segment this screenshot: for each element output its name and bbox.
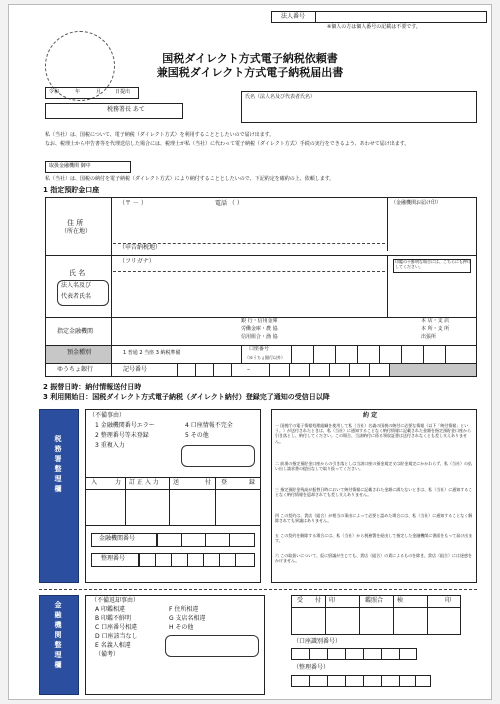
address-label-1: 住 所 <box>67 219 84 227</box>
stamp-header-receipt-1: 受 <box>297 597 304 604</box>
tax-reason-5[interactable]: 5 その他 <box>185 432 209 439</box>
form-title-line1: 国税ダイレクト方式電子納税依頼書 <box>162 52 338 65</box>
tax-reasons-title: （不備事由） <box>89 412 126 419</box>
section-divider <box>39 589 477 590</box>
agreement-item-6: 六 この取扱いについて、仮に紛議が生じても、貴店（組合）の責によるものを除き、貴店（組合）には迷惑をかけません。 <box>275 553 472 564</box>
grid-header-send-1: 送 <box>173 479 180 486</box>
bank-number-cells[interactable] <box>157 533 255 547</box>
tax-reason-4[interactable]: 4 口座情報不完全 <box>185 422 233 429</box>
yucho-dash: – <box>247 366 250 373</box>
bank-reason-c[interactable]: C 口座番号相違 <box>95 624 138 631</box>
bank-reasons-title: （不備返却事由） <box>91 597 140 604</box>
agreement-item-4: 四 この契約は、貴店（組合）が相当の事由によって必要と認めた場合には、私（当社）に通知することなく解除されても異議はありません。 <box>275 513 473 524</box>
agreement-item-5: 五 この契約を解除する場合には、私（当社）から税務署を経由して指定した金融機関に書面をもって届け出ます。 <box>275 533 473 544</box>
stamp-header-stamp: 印 <box>445 597 452 604</box>
grid-header-send-2: 付 <box>205 479 212 486</box>
bank-reason-h[interactable]: H その他 <box>169 624 194 631</box>
bank-types-2: 労働金庫・農 協 <box>241 326 278 332</box>
tax-office-side-label: 税務署整理欄 <box>54 435 62 495</box>
postal-code-field[interactable]: （〒 － ） <box>119 200 147 207</box>
applicant-name-label: 氏名（法人名及び代表者氏名） <box>245 94 316 100</box>
bank-reason-g[interactable]: G 支店名相違 <box>169 615 206 622</box>
address-label-2: （所在地） <box>61 228 92 235</box>
bank-side-label: 金融機関整理欄 <box>54 601 62 671</box>
stamp-header-seal: 印 <box>329 597 336 604</box>
name-label-2: 法人名及び <box>61 282 92 289</box>
seal-note: 印鑑の不鮮明な場合には、こちらにも押印してください。 <box>395 259 471 269</box>
branch-types-2: 本 所・支 所 <box>421 326 450 332</box>
phone-field[interactable]: 電話 （ ） <box>215 200 243 207</box>
declared-place-field[interactable]: （申告納税地） <box>119 244 162 251</box>
intro-line1: 私（当社）は、国税について、電子納税（ダイレクト方式）を利用することとしたいので届け出ます。 <box>45 132 275 138</box>
grid-header-correction: 訂 正 入 力 <box>129 479 159 486</box>
bank-request-text: 私（当社）は、国税の納付を電子納税（ダイレクト方式）により納付することとしたいので、下記約定を確約の上、依頼します。 <box>45 176 335 182</box>
bank-addressee: 取扱金融機関 御中 <box>49 163 91 169</box>
agreement-item-3: 三 指定預貯金残高が振替日時において納付情報に記載された金額に満たないときは、私（当社）に通知することなく納付情報を返却されても差し支えありません。 <box>275 487 473 498</box>
agreement-title: 約 定 <box>363 412 378 419</box>
name-label-3: 代表者氏名 <box>61 293 92 300</box>
agreement-item-1: 一 国税庁の電子情報処理組織を使用して私（当社）名義の国税の納付に必要な情報（以下「納付情報」という。）が送付されたときは、私（当社）に通知することなく納付情報に記載された金額を指定預貯金口座から引き落とし、納付してください。この場合、当該納付に係る領収証書は送付されなくとも差し支えありません。 <box>275 423 471 444</box>
bank-other-bracket <box>165 635 259 657</box>
tax-reason-2[interactable]: 2 整理番号等未登録 <box>95 432 149 439</box>
stamp-header-receipt-2: 付 <box>315 597 322 604</box>
bank-types-3: 信用組合・漁 協 <box>241 334 278 340</box>
name-label-1: 氏 名 <box>69 269 86 277</box>
branch-types-1: 本 店・支 店 <box>421 318 450 324</box>
bank-stamp-label: （金融機関お届け印） <box>391 200 442 206</box>
bank-label: 指定金融機関 <box>57 328 94 335</box>
bank-reason-f[interactable]: F 住所相違 <box>169 606 199 613</box>
grid-header-input-1: 入 <box>91 479 98 486</box>
grid-header-input-2: 力 <box>115 479 122 486</box>
yucho-code-label: 記号番号 <box>123 366 148 373</box>
furigana-field[interactable]: （フリガナ） <box>119 258 155 265</box>
account-number-label: 口座番号 <box>249 346 270 352</box>
tax-reason-3[interactable]: 3 重複入力 <box>95 442 125 449</box>
deposit-type-label: 預金種別 <box>67 349 92 356</box>
agreement-item-2: 二 前項の指定預貯金口座からの引き落としは当該口座の預金規定又は貯金規定にかかわらず、私（当社）の払い出し請求書の提出なしで取り扱ってください。 <box>275 461 472 472</box>
section2-heading: 2 振替日時：納付情報送付日時 <box>43 383 142 391</box>
corp-number-note: ※個人の方は個人番号の記載は不要です。 <box>327 24 421 30</box>
bank-reason-d[interactable]: D 口座該当なし <box>95 633 138 640</box>
deposit-type-options[interactable]: 1 普通 2 当座 3 納税準備 <box>123 350 181 356</box>
bank-ref-label: （整理番号） <box>293 664 330 671</box>
bank-reason-b[interactable]: B 印鑑不鮮明 <box>95 615 132 622</box>
account-check-label: （口座識別番号） <box>293 638 342 645</box>
yucho-label: ゆうちょ銀行 <box>57 366 94 373</box>
ref-number-cells[interactable] <box>139 553 255 567</box>
account-number-note: （ゆうちょ銀行以外） <box>245 355 285 360</box>
bank-number-label: 金融機関番号 <box>99 535 136 542</box>
intro-line2: なお、税理士から申告書等を代理送信した場合には、税理士が私（当社）に代わって電子納税（ダイレクト方式）手続の実行をできるよう、あわせて届け出ます。 <box>45 141 410 147</box>
ref-number-label: 整理番号 <box>101 555 126 562</box>
tax-office-suffix: 税務署長 あて <box>107 106 145 113</box>
date-month: 月 <box>96 89 102 95</box>
tax-form-page <box>8 4 492 700</box>
section1-heading: 1 指定預貯金口座 <box>43 186 100 194</box>
date-year: 年 <box>75 89 81 95</box>
tax-reason-1[interactable]: 1 金融機関番号エラー <box>95 422 155 429</box>
stamp-header-verify: 検 <box>397 597 404 604</box>
yucho-shaded <box>390 364 476 376</box>
bank-reason-a[interactable]: A 印鑑相違 <box>95 606 126 613</box>
form-title-line2: 兼国税ダイレクト方式電子納税届出書 <box>156 66 344 79</box>
bank-ref-cells[interactable] <box>291 675 431 687</box>
grid-header-register-1: 登 <box>221 479 228 486</box>
stamp-header-seal-check: 鑑照合 <box>365 597 384 604</box>
date-era: 令和 <box>49 89 60 95</box>
grid-header-register-2: 録 <box>249 479 256 486</box>
bank-reason-e[interactable]: E 名義人相違 <box>95 642 131 649</box>
date-day: 日提出 <box>115 89 131 95</box>
bank-types-1: 銀 行・信用金庫 <box>241 318 278 324</box>
corp-number-label: 法人番号 <box>281 13 306 20</box>
branch-types-3: 出張所 <box>421 334 437 340</box>
tax-other-bracket <box>181 445 255 467</box>
section3-heading: 3 利用開始日：国税ダイレクト方式電子納税（ダイレクト納付）登録完了通知の受信日以降 <box>43 393 330 401</box>
bank-remarks: （備考） <box>95 651 120 658</box>
